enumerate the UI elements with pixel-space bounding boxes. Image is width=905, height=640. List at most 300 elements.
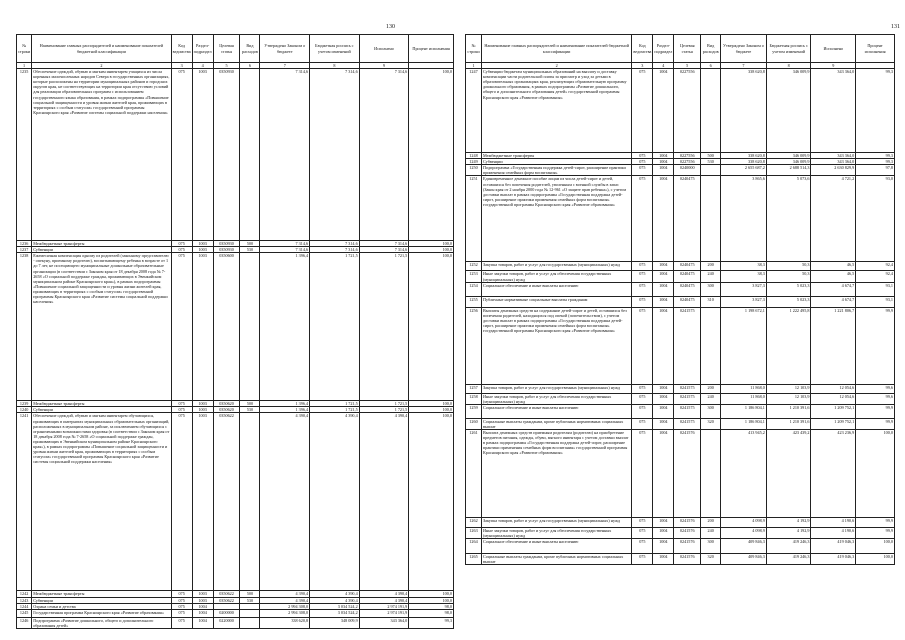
dept-code: 075 (632, 262, 653, 271)
table-row (466, 69, 895, 153)
row-number: 1259 (466, 404, 482, 418)
budget-amount: 1 210 391,6 (766, 418, 811, 429)
expense-type: 530 (240, 407, 260, 413)
budget-amount: 419 246,3 (766, 554, 811, 565)
page-number: 131 (891, 24, 900, 30)
target-article: 0227556 (674, 153, 701, 159)
row-name: Субвенции (32, 407, 171, 413)
row-number: 1262 (466, 518, 482, 528)
column-number: 8 (766, 63, 811, 69)
target-article: 0227556 (674, 69, 701, 153)
approved-amount: 338 620,8 (721, 159, 767, 165)
row-number: 1244 (17, 603, 32, 609)
row-number: 1251 (466, 176, 482, 262)
budget-amount: 1 721,5 (310, 401, 360, 407)
table-row (466, 404, 895, 418)
expense-type: 240 (701, 271, 721, 282)
row-number: 1255 (466, 296, 482, 307)
executed-amount: 1 209 752,1 (811, 404, 856, 418)
execution-percent: 99,9 (856, 528, 895, 539)
column-header: Код ведомства (632, 35, 653, 63)
table-row (466, 518, 895, 528)
executed-amount: 4 190,6 (811, 528, 856, 539)
dept-code: 075 (632, 165, 653, 176)
approved-amount: 1 186 804,1 (721, 418, 767, 429)
table-row (466, 528, 895, 539)
row-number: 1241 (17, 413, 32, 591)
expense-type: 240 (701, 528, 721, 539)
budget-amount: 1 210 391,6 (766, 404, 811, 418)
executed-amount: 2 974 191,9 (359, 603, 409, 609)
dept-code: 075 (171, 591, 192, 597)
expense-type: 320 (701, 418, 721, 429)
column-number: 5 (674, 63, 701, 69)
executed-amount: 4 674,7 (811, 282, 856, 296)
target-article: 0241575 (674, 404, 701, 418)
section-code: 1003 (192, 253, 213, 401)
budget-amount: 4 390,4 (310, 591, 360, 597)
executed-amount: 1 209 752,1 (811, 418, 856, 429)
target-article: 0220000 (213, 617, 240, 628)
row-name: Социальное обеспечение и иные выплаты населению (481, 539, 631, 554)
dept-code: 075 (632, 518, 653, 528)
section-code: 1003 (192, 407, 213, 413)
row-name: Субвенции бюджетам муниципальных образований на выплату и доставку компенсации части родительской платы за присмотр и уход за детьми в образовательных организациях края, реализующих образовательную программу дошкольного образования, в рамках подпрограммы «Развитие дошкольного, общего и дополнительного образования детей» государственной программы Красноярского края «Развитие образования» (481, 69, 631, 153)
execution-percent: 100,0 (409, 401, 454, 407)
budget-amount: 5 073,6 (766, 176, 811, 262)
table-row (466, 262, 895, 271)
row-number: 1265 (466, 554, 482, 565)
execution-percent: 99,3 (856, 69, 895, 153)
budget-amount: 4 390,4 (310, 597, 360, 603)
approved-amount: 38,3 (721, 262, 767, 271)
expense-type: 320 (701, 554, 721, 565)
target-article: 0200000 (213, 609, 240, 617)
approved-amount: 3 827,3 (721, 282, 767, 296)
approved-amount: 1 396,4 (260, 407, 310, 413)
target-article: 0241576 (674, 539, 701, 554)
target-article: 0240000 (674, 165, 701, 176)
column-number: 6 (240, 63, 260, 69)
row-number: 1257 (466, 384, 482, 393)
dept-code: 075 (632, 539, 653, 554)
table-row (466, 418, 895, 429)
row-number: 1235 (17, 69, 32, 241)
target-article: 0240475 (674, 282, 701, 296)
expense-type (240, 69, 260, 241)
column-header: Вид расходов (701, 35, 721, 63)
executed-amount: 4 390,4 (359, 591, 409, 597)
table-row (466, 176, 895, 262)
row-number: 1248 (466, 153, 482, 159)
table-row (17, 413, 454, 591)
executed-amount: 1 721,5 (359, 253, 409, 401)
executed-amount: 12 054,6 (811, 384, 856, 393)
row-number: 1246 (17, 617, 32, 628)
target-article: 0241575 (674, 307, 701, 384)
column-number: 3 (632, 63, 653, 69)
expense-type: 310 (701, 296, 721, 307)
executed-amount: 4 190,6 (811, 518, 856, 528)
section-code: 1003 (192, 597, 213, 603)
section-code: 1004 (653, 69, 674, 153)
budget-amount: 3 034 524,2 (310, 603, 360, 609)
target-article: 0240475 (674, 176, 701, 262)
approved-amount: 3 865,6 (721, 176, 767, 262)
dept-code: 075 (632, 159, 653, 165)
row-number: 1250 (466, 165, 482, 176)
row-number: 1261 (466, 430, 482, 518)
approved-amount: 4 390,4 (260, 413, 310, 591)
table-row (466, 271, 895, 282)
target-article: 0241576 (674, 518, 701, 528)
executed-amount: 4 674,7 (811, 296, 856, 307)
budget-amount: 7 314,6 (310, 241, 360, 247)
budget-amount: 1 222 495,8 (766, 307, 811, 384)
section-code: 1004 (653, 296, 674, 307)
column-header: Исполнено (359, 35, 409, 63)
section-code: 1004 (192, 603, 213, 609)
execution-percent: 100,0 (856, 430, 895, 518)
column-header: Раздел-подраздел (192, 35, 213, 63)
target-article: 0241575 (674, 384, 701, 393)
approved-amount: 4 390,4 (260, 591, 310, 597)
budget-table (465, 34, 895, 565)
budget-amount: 419 246,3 (766, 539, 811, 554)
row-number: 1252 (466, 262, 482, 271)
target-article: 0350600 (213, 253, 240, 401)
row-number: 1263 (466, 528, 482, 539)
row-number: 1249 (466, 159, 482, 165)
column-number: 5 (213, 63, 240, 69)
row-name: Субвенции (32, 247, 171, 253)
row-number: 1258 (466, 393, 482, 404)
row-number: 1254 (466, 282, 482, 296)
budget-amount: 5 023,3 (766, 296, 811, 307)
budget-amount: 5 023,3 (766, 282, 811, 296)
table-row (466, 307, 895, 384)
budget-amount: 346 009,9 (766, 69, 811, 153)
dept-code: 075 (632, 307, 653, 384)
executed-amount: 46,5 (811, 271, 856, 282)
target-article: 0350622 (213, 591, 240, 597)
column-header: Утверждено Законом о бюджете (260, 35, 310, 63)
column-header: Наименование главных распорядителей и наименование показателей бюджетной классификации (32, 35, 171, 63)
dept-code: 075 (171, 603, 192, 609)
execution-percent: 93,1 (856, 296, 895, 307)
section-code: 1003 (192, 69, 213, 241)
row-number: 1264 (466, 539, 482, 554)
expense-type: 200 (701, 262, 721, 271)
table-row (466, 554, 895, 565)
row-number: 1237 (17, 247, 32, 253)
row-number: 1242 (17, 591, 32, 597)
row-number: 1245 (17, 609, 32, 617)
section-code: 1004 (653, 539, 674, 554)
table-row (466, 539, 895, 554)
row-name: Межбюджетные трансферты (481, 153, 631, 159)
section-code: 1004 (653, 393, 674, 404)
target-article: 0350622 (213, 597, 240, 603)
row-name: Субвенции (32, 597, 171, 603)
budget-amount: 7 314,6 (310, 247, 360, 253)
table-row (466, 393, 895, 404)
row-name: Закупка товаров, работ и услуг для государственных (муниципальных) нужд (481, 518, 631, 528)
approved-amount: 7 314,6 (260, 247, 310, 253)
row-name: Охрана семьи и детства (32, 603, 171, 609)
section-code: 1004 (653, 418, 674, 429)
target-article: 0241576 (674, 554, 701, 565)
expense-type (240, 617, 260, 628)
approved-amount: 4 098,9 (721, 518, 767, 528)
section-code: 1004 (653, 159, 674, 165)
column-header: Целевая статья (213, 35, 240, 63)
budget-amount: 3 034 524,2 (310, 609, 360, 617)
executed-amount: 2 630 829,9 (811, 165, 856, 176)
expense-type: 300 (701, 282, 721, 296)
executed-amount: 1 721,5 (359, 401, 409, 407)
approved-amount: 4 098,9 (721, 528, 767, 539)
execution-percent: 93,1 (856, 282, 895, 296)
section-code: 1004 (192, 617, 213, 628)
dept-code: 075 (632, 528, 653, 539)
row-name: Подпрограмма «Развитие дошкольного, общего и дополнительного образования детей» (32, 617, 171, 628)
expense-type: 500 (240, 401, 260, 407)
executed-amount: 1 221 806,7 (811, 307, 856, 384)
execution-percent: 100,0 (409, 69, 454, 241)
expense-type: 200 (701, 518, 721, 528)
row-number: 1238 (17, 253, 32, 401)
approved-amount: 2 655 687,2 (721, 165, 767, 176)
section-code: 1004 (653, 384, 674, 393)
execution-percent: 100,0 (856, 539, 895, 554)
approved-amount: 1 396,4 (260, 401, 310, 407)
dept-code: 075 (632, 418, 653, 429)
execution-percent: 99,9 (856, 404, 895, 418)
budget-amount: 2 688 514,3 (766, 165, 811, 176)
section-code: 1004 (653, 176, 674, 262)
budget-amount: 346 009,9 (766, 159, 811, 165)
column-header: Процент исполнения (856, 35, 895, 63)
header-row (466, 35, 895, 63)
execution-percent: 98,0 (409, 609, 454, 617)
table-row (466, 296, 895, 307)
approved-amount: 409 846,3 (721, 554, 767, 565)
approved-amount: 409 846,3 (721, 539, 767, 554)
execution-percent: 92,4 (856, 271, 895, 282)
budget-amount: 346 009,9 (766, 153, 811, 159)
row-name: Межбюджетные трансферты (32, 241, 171, 247)
section-code: 1004 (653, 518, 674, 528)
execution-percent: 100,0 (409, 241, 454, 247)
dept-code: 075 (171, 609, 192, 617)
table-row (466, 430, 895, 518)
column-number: 7 (260, 63, 310, 69)
expense-type (240, 609, 260, 617)
executed-amount: 343 364,0 (811, 153, 856, 159)
expense-type: 530 (240, 247, 260, 253)
expense-type: 530 (701, 159, 721, 165)
execution-percent: 100,0 (409, 253, 454, 401)
row-name: Обеспечение одеждой, обувью и мягким инвентарем учащихся из числа коренных малочисленных народов Севера в государственных организациях, которые расположены на территории муниципальных районов и городских округов края, не соответствующих на территории края отсутствию условий для реализации образовательных программ с использованием государственного языка образования, в рамках подпрограммы «Повышение социальной защищенности и уровня жизни жителей края, проживающих в территориях с особым статусом» государственной программы Красноярского края «Развитие системы социальной поддержки населения» (32, 69, 171, 241)
section-code: 1003 (192, 401, 213, 407)
column-number: 1 (466, 63, 482, 69)
column-number: 4 (192, 63, 213, 69)
expense-type: 500 (240, 591, 260, 597)
row-name: Иные закупки товаров, работ и услуг для обеспечения государственных (муниципальных) нужд (481, 393, 631, 404)
budget-amount: 1 721,5 (310, 407, 360, 413)
approved-amount: 4 390,4 (260, 597, 310, 603)
executed-amount: 1 721,5 (359, 407, 409, 413)
column-header: Код ведомства (171, 35, 192, 63)
row-number: 1256 (466, 307, 482, 384)
dept-code: 075 (171, 253, 192, 401)
approved-amount: 11 868,0 (721, 393, 767, 404)
budget-amount: 12 103,9 (766, 384, 811, 393)
execution-percent: 99,6 (856, 384, 895, 393)
table-row (17, 609, 454, 617)
approved-amount: 2 994 308,0 (260, 609, 310, 617)
row-name: Социальные выплаты гражданам, кроме публичных нормативных социальных выплат (481, 418, 631, 429)
section-code: 1004 (653, 165, 674, 176)
execution-percent: 99,3 (409, 617, 454, 628)
execution-percent: 100,0 (409, 597, 454, 603)
dept-code: 075 (632, 384, 653, 393)
column-header: Исполнено (811, 35, 856, 63)
execution-percent: 100,0 (409, 407, 454, 413)
column-number: 7 (721, 63, 767, 69)
section-code: 1004 (192, 609, 213, 617)
target-article: 0241576 (674, 528, 701, 539)
row-name: Иные закупки товаров, работ и услуг для обеспечения государственных (муниципальных) нужд (481, 271, 631, 282)
executed-amount: 4 721,2 (811, 176, 856, 262)
row-name: Межбюджетные трансферты (32, 591, 171, 597)
execution-percent: 98,0 (409, 603, 454, 609)
dept-code: 075 (632, 176, 653, 262)
row-number: 1239 (17, 401, 32, 407)
budget-amount: 50,3 (766, 271, 811, 282)
section-code: 1003 (192, 241, 213, 247)
approved-amount: 11 868,0 (721, 384, 767, 393)
budget-amount: 423 439,2 (766, 430, 811, 518)
target-article: 0350930 (213, 247, 240, 253)
row-name: Выплаты денежных средств на содержание детей-сирот и детей, оставшихся без попечения родителей, находящихся под опекой (попечительством), с учетом доставки выплат в рамках подпрограммы «Государственная поддержка детей-сирот, расширение практики применения семейных форм воспитания» государственной программы Красноярского края «Развитие образования» (481, 307, 631, 384)
column-number: 2 (32, 63, 171, 69)
executed-amount: 7 314,6 (359, 69, 409, 241)
dept-code: 075 (171, 401, 192, 407)
execution-percent: 93,0 (856, 176, 895, 262)
budget-amount: 12 103,9 (766, 393, 811, 404)
section-code: 1004 (653, 430, 674, 518)
target-article: 0350620 (213, 407, 240, 413)
target-article: 0350930 (213, 241, 240, 247)
dept-code: 075 (171, 69, 192, 241)
expense-type (701, 307, 721, 384)
row-number: 1260 (466, 418, 482, 429)
column-number: 6 (701, 63, 721, 69)
dept-code: 075 (632, 282, 653, 296)
column-number: 9 (811, 63, 856, 69)
column-header: Раздел-подраздел (653, 35, 674, 63)
executed-amount: 4 390,4 (359, 413, 409, 591)
expense-type (701, 430, 721, 518)
target-article: 0241576 (674, 430, 701, 518)
dept-code: 075 (632, 404, 653, 418)
approved-amount: 2 994 308,0 (260, 603, 310, 609)
dept-code: 075 (632, 271, 653, 282)
approved-amount: 338 620,8 (260, 617, 310, 628)
section-code: 1004 (653, 153, 674, 159)
approved-amount: 413 945,2 (721, 430, 767, 518)
executed-amount: 7 314,6 (359, 247, 409, 253)
execution-percent: 100,0 (409, 591, 454, 597)
row-number: 1240 (17, 407, 32, 413)
executed-amount: 343 364,0 (811, 159, 856, 165)
row-number: 1253 (466, 271, 482, 282)
executed-amount: 4 390,4 (359, 597, 409, 603)
dept-code: 075 (632, 393, 653, 404)
row-number: 1236 (17, 241, 32, 247)
executed-amount: 419 046,3 (811, 539, 856, 554)
section-code: 1003 (192, 413, 213, 591)
section-code: 1003 (192, 247, 213, 253)
table-row (466, 384, 895, 393)
expense-type: 300 (701, 404, 721, 418)
row-name: Подпрограмма «Государственная поддержка детей-сирот, расширение практики применения семейных форм воспитания» (481, 165, 631, 176)
execution-percent: 99,6 (856, 393, 895, 404)
column-number: 4 (653, 63, 674, 69)
table-row (466, 282, 895, 296)
execution-percent: 99,3 (856, 153, 895, 159)
row-name: Социальное обеспечение и иные выплаты населению (481, 282, 631, 296)
column-header: № строки (466, 35, 482, 63)
executed-amount: 7 314,6 (359, 241, 409, 247)
column-header: № строки (17, 35, 32, 63)
executed-amount: 12 054,6 (811, 393, 856, 404)
expense-type: 300 (701, 539, 721, 554)
column-header: Бюджетная роспись с учетом изменений (310, 35, 360, 63)
dept-code: 075 (171, 247, 192, 253)
budget-amount: 348 009,9 (310, 617, 360, 628)
row-name: Государственная программа Красноярского края «Развитие образования» (32, 609, 171, 617)
execution-percent: 100,0 (409, 247, 454, 253)
budget-amount: 1 721,5 (310, 253, 360, 401)
dept-code: 075 (171, 407, 192, 413)
column-number: 3 (171, 63, 192, 69)
column-header: Процент исполнения (409, 35, 454, 63)
approved-amount: 1 198 672,1 (721, 307, 767, 384)
budget-amount: 4 192,9 (766, 528, 811, 539)
budget-amount: 50,3 (766, 262, 811, 271)
dept-code: 075 (171, 413, 192, 591)
execution-percent: 99,9 (856, 307, 895, 384)
table-row (17, 253, 454, 401)
approved-amount: 338 620,8 (721, 69, 767, 153)
column-header: Бюджетная роспись с учетом изменений (766, 35, 811, 63)
row-name: Единовременное денежное пособие лицам из числа детей-сирот и детей, оставшихся без попечения родителей, уволенным с военной службы в запас (Закон края от 2 ноября 2000 года № 12-961 «О защите прав ребенка»), с учетом доставки выплат в рамках подпрограммы «Государственная поддержка детей-сирот, расширение практики применения семейных форм воспитания» государственной программы Красноярского края «Развитие образования» (481, 176, 631, 262)
execution-percent: 100,0 (856, 554, 895, 565)
column-number: 8 (310, 63, 360, 69)
target-article: 0227556 (674, 159, 701, 165)
section-code: 1004 (653, 307, 674, 384)
expense-type: 240 (701, 393, 721, 404)
target-article: 0240475 (674, 271, 701, 282)
expense-type (701, 69, 721, 153)
executed-amount: 343 364,0 (359, 617, 409, 628)
section-code: 1003 (192, 591, 213, 597)
executed-amount: 423 236,9 (811, 430, 856, 518)
execution-percent: 99,9 (856, 418, 895, 429)
